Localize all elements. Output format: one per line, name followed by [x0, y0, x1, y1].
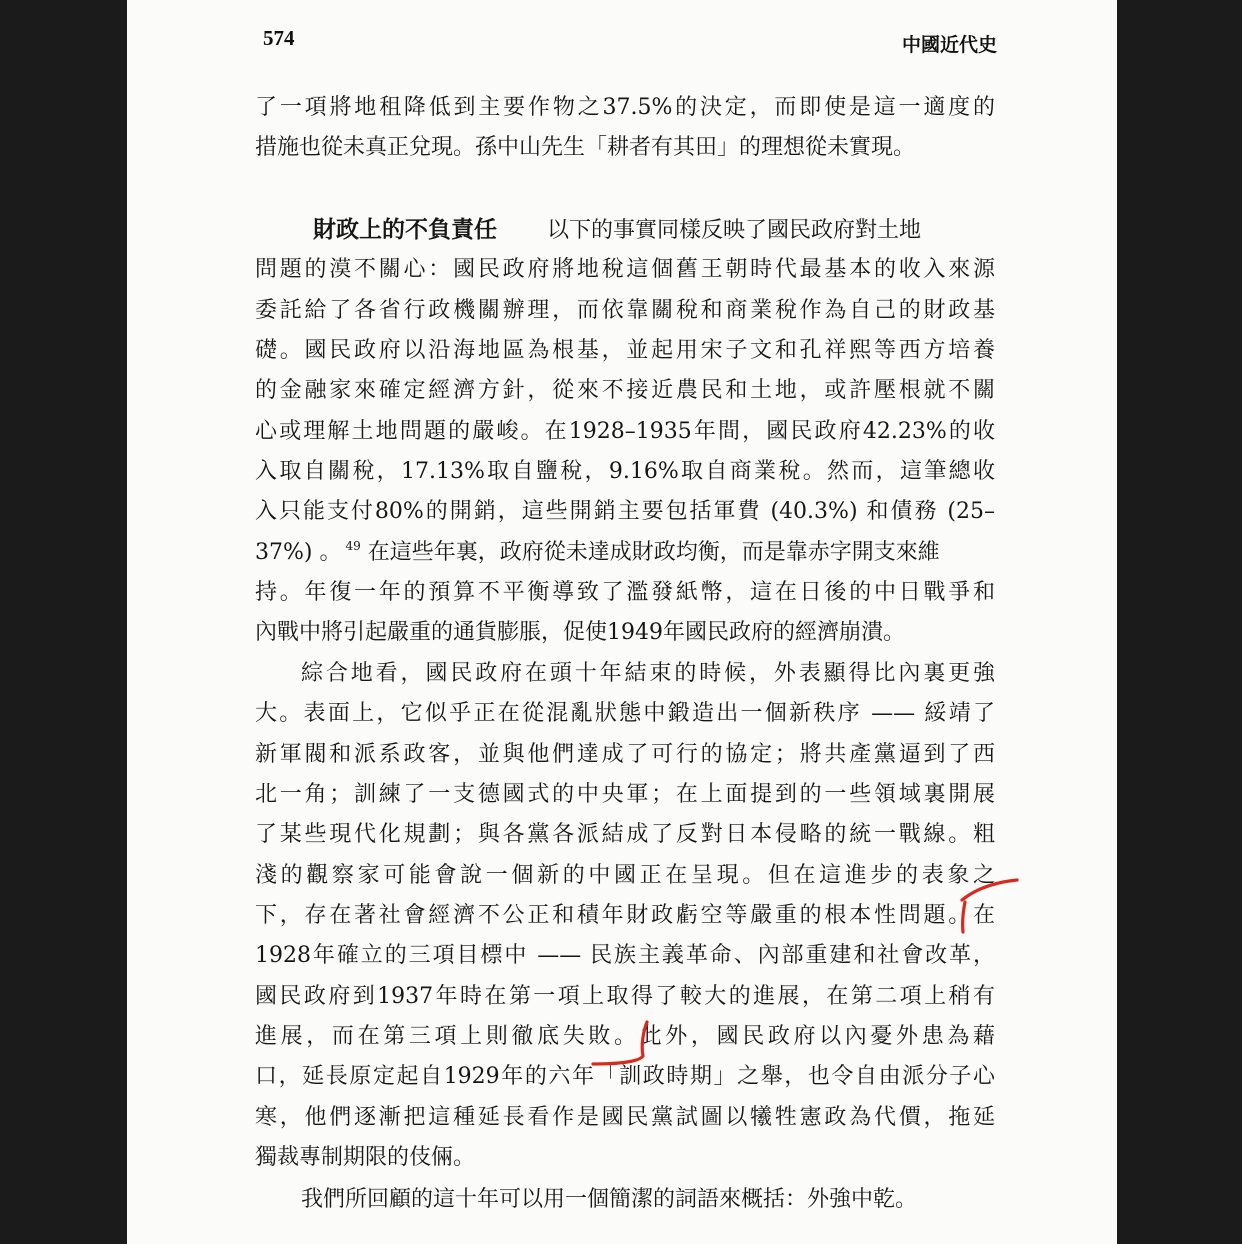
section-heading: 財政上的不負責任 — [313, 217, 497, 243]
text-line: 我們所回顧的這十年可以用一個簡潔的詞語來概括：外強中乾。 — [301, 1187, 918, 1212]
text-line: 委託給了各省行政機關辦理，而依靠關稅和商業稅作為自己的財政基 — [255, 297, 995, 323]
text-span: 37%) 。 — [255, 539, 342, 565]
text-line: 大。表面上，它似乎正在從混亂狀態中鍛造出一個新秩序 —— 綏靖了 — [255, 701, 995, 727]
text-span: 在這些年裏，政府從未達成財政均衡，而是靠赤字開支來維 — [360, 539, 940, 565]
text-line: 新軍閥和派系政客，並與他們達成了可行的協定；將共產黨逼到了西 — [255, 741, 995, 767]
text-line: 內戰中將引起嚴重的通貨膨脹，促使1949年國民政府的經濟崩潰。 — [255, 620, 905, 646]
heading-line-text: 以下的事實同樣反映了國民政府對土地 — [547, 218, 922, 243]
text-line: 北一角；訓練了一支德國式的中央軍；在上面提到的一些領域裏開展 — [255, 782, 995, 808]
opening-bracket-mark — [962, 880, 1017, 932]
text-line: 寒，他們逐漸把這種延長看作是國民黨試圖以犧牲憲政為代價，拖延 — [255, 1104, 995, 1130]
text-line: 心或理解土地問題的嚴峻。在1928–1935年間，國民政府42.23%的收 — [255, 418, 995, 444]
text-line: 綜合地看，國民政府在頭十年結束的時候，外表顯得比內裏更強 — [301, 661, 995, 686]
book-page — [127, 0, 1117, 1244]
text-line: 國民政府到1937年時在第一項上取得了較大的進展，在第二項上稍有 — [255, 983, 995, 1009]
text-line: 淺的觀察家可能會說一個新的中國正在呈現。但在這進步的表象之 — [255, 862, 995, 888]
text-line: 持。年復一年的預算不平衡導致了濫發紙幣，這在日後的中日戰爭和 — [255, 580, 995, 606]
text-line: 入取自關稅，17.13%取自鹽稅，9.16%取自商業稅。然而，這筆總收 — [255, 459, 995, 485]
text-line: 的金融家來確定經濟方針，從來不接近農民和土地，或許壓根就不關 — [255, 378, 995, 404]
text-line: 措施也從未真正兌現。孫中山先生「耕者有其田」的理想從未實現。 — [255, 135, 916, 161]
text-line: 入只能支付80%的開銷，這些開銷主要包括軍費 (40.3%) 和債務 (25– — [255, 499, 995, 525]
text-line: 1928年確立的三項目標中 —— 民族主義革命、內部重建和社會改革， — [255, 943, 995, 969]
text-line: 了一項將地租降低到主要作物之37.5%的決定，而即使是這一適度的 — [255, 95, 995, 120]
text-line: 了某些現代化規劃；與各黨各派結成了反對日本侵略的統一戰線。粗 — [255, 822, 995, 848]
text-line: 下，存在著社會經濟不公正和積年財政虧空等嚴重的根本性問題。在 — [255, 903, 995, 929]
pen-annotation — [127, 0, 1117, 1244]
page-number: 574 — [263, 26, 295, 50]
text-line: 礎。國民政府以沿海地區為根基，並起用宋子文和孔祥熙等西方培養 — [255, 338, 995, 364]
text-line: 獨裁專制期限的伎倆。 — [255, 1145, 476, 1171]
text-line: 問題的漠不關心：國民政府將地稅這個舊王朝時代最基本的收入來源 — [255, 257, 995, 283]
text-line: 口，延長原定起自1929年的六年「訓政時期」之舉，也令自由派分子心 — [255, 1064, 995, 1090]
closing-bracket-mark — [593, 1022, 647, 1064]
text-line: 進展，而在第三項上則徹底失敗。此外，國民政府以內憂外患為藉 — [255, 1024, 995, 1050]
running-head: 中國近代史 — [901, 34, 997, 56]
footnote-marker: 49 — [345, 538, 361, 553]
